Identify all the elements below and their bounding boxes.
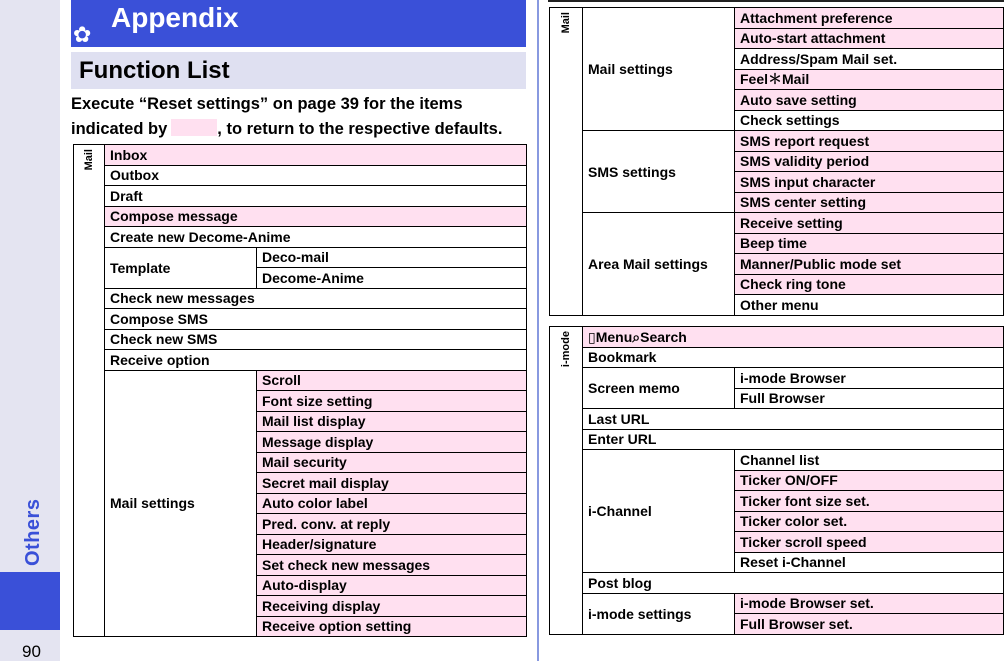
pink-legend-swatch bbox=[171, 119, 217, 136]
table-row bbox=[74, 370, 527, 391]
table-row bbox=[550, 368, 1004, 389]
function-cell: Receive option bbox=[105, 350, 527, 371]
group-label: Mail bbox=[83, 149, 95, 171]
sub-function-cell: Font size setting bbox=[257, 391, 527, 412]
sub-function-cell: Attachment preference bbox=[735, 8, 1004, 29]
function-cell: i-Channel bbox=[583, 450, 735, 573]
flower-icon: ✿ bbox=[73, 22, 92, 47]
section-label: Others bbox=[22, 498, 44, 566]
column-divider bbox=[537, 0, 539, 661]
function-cell: Template bbox=[105, 247, 257, 288]
sub-function-cell: SMS center setting bbox=[735, 192, 1004, 213]
function-cell: Outbox bbox=[105, 165, 527, 186]
table-row bbox=[550, 8, 1004, 29]
intro-line-2b: , to return to the respective defaults. bbox=[217, 120, 503, 138]
function-cell bbox=[583, 327, 1004, 348]
table-row bbox=[74, 329, 527, 350]
function-cell: Check new messages bbox=[105, 288, 527, 309]
sub-function-cell: Full Browser set. bbox=[735, 614, 1004, 635]
sub-function-cell: SMS report request bbox=[735, 131, 1004, 152]
sub-function-cell: Manner/Public mode set bbox=[735, 254, 1004, 275]
table-row bbox=[550, 347, 1004, 368]
sub-function-cell: Ticker scroll speed bbox=[735, 532, 1004, 553]
table-row bbox=[550, 573, 1004, 594]
function-cell: Area Mail settings bbox=[583, 213, 735, 316]
sub-function-cell: Beep time bbox=[735, 233, 1004, 254]
sub-function-cell: Receive option setting bbox=[257, 616, 527, 637]
sub-function-cell: Feel＊Mail bbox=[735, 69, 1004, 90]
group-label: i-mode bbox=[560, 331, 572, 368]
sub-function-cell: Decome-Anime bbox=[257, 268, 527, 289]
function-cell: Create new Decome-Anime bbox=[105, 227, 527, 248]
sub-function-cell: Channel list bbox=[735, 450, 1004, 471]
intro-text bbox=[71, 92, 531, 142]
group-cell bbox=[74, 145, 105, 637]
function-cell: Check new SMS bbox=[105, 329, 527, 350]
table-row bbox=[74, 309, 527, 330]
sub-function-cell: i-mode Browser bbox=[735, 368, 1004, 389]
function-cell: Draft bbox=[105, 186, 527, 207]
table-row bbox=[74, 145, 527, 166]
table-row bbox=[550, 409, 1004, 430]
search-label: Search bbox=[640, 328, 687, 345]
table-row bbox=[74, 350, 527, 371]
sub-function-cell: Receive setting bbox=[735, 213, 1004, 234]
table-row bbox=[550, 131, 1004, 152]
sub-function-cell: SMS input character bbox=[735, 172, 1004, 193]
page-number: 90 bbox=[22, 642, 41, 661]
sub-function-cell: Receiving display bbox=[257, 596, 527, 617]
mail-function-table bbox=[73, 144, 527, 637]
table-row bbox=[74, 247, 527, 268]
group-cell bbox=[550, 327, 583, 635]
function-cell: Inbox bbox=[105, 145, 527, 166]
appendix-title: Appendix bbox=[111, 2, 239, 33]
sub-function-cell: Mail security bbox=[257, 452, 527, 473]
sub-function-cell: Auto save setting bbox=[735, 90, 1004, 111]
function-cell: SMS settings bbox=[583, 131, 735, 213]
sub-function-cell: i-mode Browser set. bbox=[735, 593, 1004, 614]
table-row bbox=[74, 288, 527, 309]
group-label: Mail bbox=[560, 12, 572, 34]
table-row bbox=[74, 165, 527, 186]
sub-function-cell: Reset i-Channel bbox=[735, 552, 1004, 573]
menu-label: Menu bbox=[595, 328, 633, 345]
function-cell: Mail settings bbox=[105, 370, 257, 637]
table-row bbox=[74, 206, 527, 227]
table-row bbox=[550, 213, 1004, 234]
sub-function-cell: Message display bbox=[257, 432, 527, 453]
function-cell: Post blog bbox=[583, 573, 1004, 594]
mail-settings-table bbox=[549, 7, 1004, 316]
search-icon: ⌕ bbox=[632, 328, 641, 345]
sub-function-cell: Set check new messages bbox=[257, 555, 527, 576]
sub-function-cell: Address/Spam Mail set. bbox=[735, 49, 1004, 70]
sub-function-cell: SMS validity period bbox=[735, 151, 1004, 172]
sub-function-cell: Pred. conv. at reply bbox=[257, 514, 527, 535]
table-row bbox=[550, 429, 1004, 450]
group-cell bbox=[550, 8, 583, 316]
sub-function-cell: Ticker ON/OFF bbox=[735, 470, 1004, 491]
function-cell: Compose message bbox=[105, 206, 527, 227]
sub-function-cell: Ticker font size set. bbox=[735, 491, 1004, 512]
table-row bbox=[550, 593, 1004, 614]
sub-function-cell: Check settings bbox=[735, 110, 1004, 131]
sub-function-cell: Auto-start attachment bbox=[735, 28, 1004, 49]
sub-function-cell: Mail list display bbox=[257, 411, 527, 432]
function-cell: Last URL bbox=[583, 409, 1004, 430]
function-cell: Mail settings bbox=[583, 8, 735, 131]
menu-key-icon: ▯ bbox=[588, 328, 596, 345]
table-row bbox=[550, 327, 1004, 348]
section-tab bbox=[0, 572, 60, 630]
table-row bbox=[74, 227, 527, 248]
page-title: Function List bbox=[79, 57, 230, 84]
table-row bbox=[74, 186, 527, 207]
sub-function-cell: Check ring tone bbox=[735, 274, 1004, 295]
top-rule bbox=[548, 0, 1004, 2]
table-row bbox=[550, 450, 1004, 471]
sub-function-cell: Secret mail display bbox=[257, 473, 527, 494]
sub-function-cell: Ticker color set. bbox=[735, 511, 1004, 532]
function-list-banner bbox=[71, 52, 526, 89]
imode-table bbox=[549, 326, 1004, 635]
function-cell: Bookmark bbox=[583, 347, 1004, 368]
intro-line-2a: indicated by bbox=[71, 120, 168, 138]
sub-function-cell: Header/signature bbox=[257, 534, 527, 555]
intro-line-1: Execute “Reset settings” on page 39 for the items bbox=[71, 95, 463, 113]
function-cell: Compose SMS bbox=[105, 309, 527, 330]
sub-function-cell: Deco-mail bbox=[257, 247, 527, 268]
sub-function-cell: Auto-display bbox=[257, 575, 527, 596]
appendix-banner bbox=[71, 0, 526, 47]
function-cell: Screen memo bbox=[583, 368, 735, 409]
sub-function-cell: Auto color label bbox=[257, 493, 527, 514]
sub-function-cell: Other menu bbox=[735, 295, 1004, 316]
sub-function-cell: Full Browser bbox=[735, 388, 1004, 409]
sub-function-cell: Scroll bbox=[257, 370, 527, 391]
function-cell: Enter URL bbox=[583, 429, 1004, 450]
function-cell: i-mode settings bbox=[583, 593, 735, 634]
